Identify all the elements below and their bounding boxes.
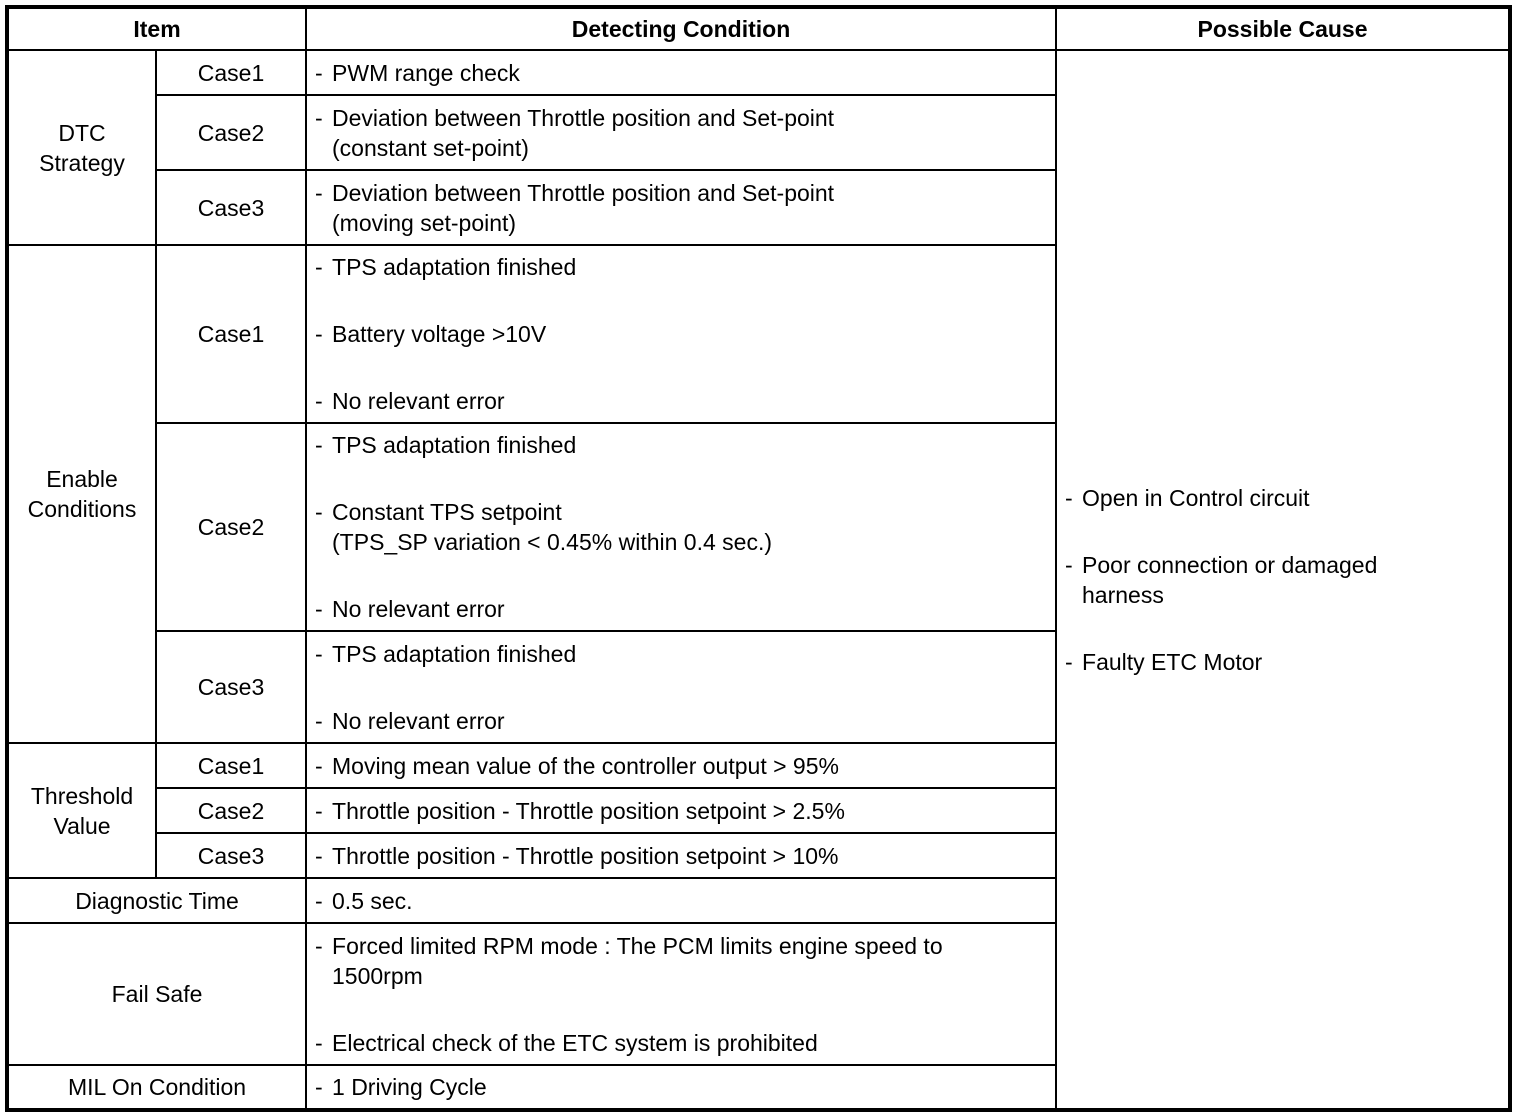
condition-text: 1 Driving Cycle bbox=[332, 1074, 487, 1100]
header-row bbox=[7, 7, 1510, 50]
condition-text: Moving mean value of the controller output > 95% bbox=[332, 752, 839, 779]
dtc-case3-label: Case3 bbox=[156, 170, 306, 245]
condition-text: Battery voltage >10V bbox=[332, 321, 547, 347]
enable-case3-condition bbox=[306, 631, 1056, 743]
bullet-dash: - bbox=[315, 388, 323, 414]
condition-text: Constant TPS setpoint bbox=[332, 499, 562, 525]
condition-text-cont: 1500rpm bbox=[332, 962, 423, 989]
bullet-dash: - bbox=[315, 1074, 323, 1100]
condition-text-cont: (TPS_SP variation < 0.45% within 0.4 sec.) bbox=[332, 529, 773, 555]
fail-safe-label: Fail Safe bbox=[7, 923, 306, 1065]
bullet-dash: - bbox=[315, 797, 323, 824]
condition-text: No relevant error bbox=[332, 596, 505, 622]
enable-case1-label: Case1 bbox=[156, 245, 306, 423]
condition-text: Deviation between Throttle position and Set-point bbox=[332, 104, 835, 131]
bullet-dash: - bbox=[1065, 648, 1073, 675]
header-possible-cause: Possible Cause bbox=[1056, 7, 1510, 50]
bullet-dash: - bbox=[1065, 484, 1073, 511]
mil-on-condition-label: MIL On Condition bbox=[7, 1065, 306, 1110]
bullet-dash: - bbox=[315, 499, 323, 525]
threshold-case2-label: Case2 bbox=[156, 788, 306, 833]
dtc-label-line1: DTC bbox=[58, 119, 106, 146]
bullet-dash: - bbox=[315, 179, 323, 206]
threshold-value-label bbox=[7, 743, 156, 878]
condition-text: No relevant error bbox=[332, 388, 505, 414]
bullet-dash: - bbox=[315, 842, 323, 869]
bullet-dash: - bbox=[315, 104, 323, 131]
bullet-dash: - bbox=[315, 321, 323, 347]
enable-label-line1: Enable bbox=[46, 466, 118, 492]
enable-case3-label: Case3 bbox=[156, 631, 306, 743]
bullet-dash: - bbox=[1065, 551, 1073, 578]
enable-case2-label: Case2 bbox=[156, 423, 306, 631]
threshold-case1-label: Case1 bbox=[156, 743, 306, 788]
cause-poor-connection: Poor connection or damaged bbox=[1082, 551, 1378, 578]
enable-case2-condition bbox=[306, 423, 1056, 631]
cause-open-control-circuit: Open in Control circuit bbox=[1082, 484, 1310, 511]
condition-text-cont: (moving set-point) bbox=[332, 209, 517, 236]
cause-poor-connection-cont: harness bbox=[1082, 581, 1164, 608]
condition-text: No relevant error bbox=[332, 707, 505, 734]
bullet-dash: - bbox=[315, 640, 323, 667]
threshold-case1-condition bbox=[306, 743, 1056, 788]
bullet-dash: - bbox=[315, 432, 323, 458]
bullet-dash: - bbox=[315, 932, 323, 959]
dtc-case2-label: Case2 bbox=[156, 95, 306, 170]
bullet-dash: - bbox=[315, 752, 323, 779]
condition-text: Throttle position - Throttle position setpoint > 10% bbox=[332, 842, 839, 869]
dtc-case2-condition bbox=[306, 95, 1056, 170]
condition-text: PWM range check bbox=[332, 59, 520, 86]
bullet-dash: - bbox=[315, 596, 323, 622]
condition-text-cont: (constant set-point) bbox=[332, 134, 529, 161]
bullet-dash: - bbox=[315, 707, 323, 734]
condition-text: Deviation between Throttle position and Set-point bbox=[332, 179, 835, 206]
condition-text: Forced limited RPM mode : The PCM limits engine speed to bbox=[332, 932, 943, 959]
bullet-dash: - bbox=[315, 887, 323, 914]
table-row bbox=[7, 50, 1510, 95]
threshold-case3-condition bbox=[306, 833, 1056, 878]
diagnostic-time-value bbox=[306, 878, 1056, 923]
threshold-case3-label: Case3 bbox=[156, 833, 306, 878]
diagnostic-spec-table bbox=[5, 5, 1512, 1112]
enable-conditions-label bbox=[7, 245, 156, 743]
condition-text: TPS adaptation finished bbox=[332, 432, 577, 458]
condition-text: Electrical check of the ETC system is prohibited bbox=[332, 1029, 818, 1056]
bullet-dash: - bbox=[315, 1029, 323, 1056]
condition-text: TPS adaptation finished bbox=[332, 254, 577, 280]
dtc-case1-label: Case1 bbox=[156, 50, 306, 95]
condition-text: TPS adaptation finished bbox=[332, 640, 577, 667]
fail-safe-condition bbox=[306, 923, 1056, 1065]
threshold-label-line2: Value bbox=[53, 812, 111, 839]
threshold-case2-condition bbox=[306, 788, 1056, 833]
enable-case1-condition bbox=[306, 245, 1056, 423]
condition-text: Throttle position - Throttle position setpoint > 2.5% bbox=[332, 797, 845, 824]
dtc-case3-condition bbox=[306, 170, 1056, 245]
condition-text: 0.5 sec. bbox=[332, 887, 413, 914]
dtc-case1-condition bbox=[306, 50, 1056, 95]
possible-cause-cell bbox=[1056, 50, 1510, 1110]
header-detecting-condition: Detecting Condition bbox=[306, 7, 1056, 50]
mil-on-condition-value bbox=[306, 1065, 1056, 1110]
dtc-label-line2: Strategy bbox=[39, 149, 125, 176]
cause-faulty-etc-motor: Faulty ETC Motor bbox=[1082, 648, 1263, 675]
threshold-label-line1: Threshold bbox=[30, 782, 134, 809]
enable-label-line2: Conditions bbox=[27, 496, 137, 522]
header-item: Item bbox=[7, 7, 306, 50]
dtc-strategy-label bbox=[7, 50, 156, 245]
bullet-dash: - bbox=[315, 254, 323, 280]
bullet-dash: - bbox=[315, 59, 323, 86]
diagnostic-time-label: Diagnostic Time bbox=[7, 878, 306, 923]
